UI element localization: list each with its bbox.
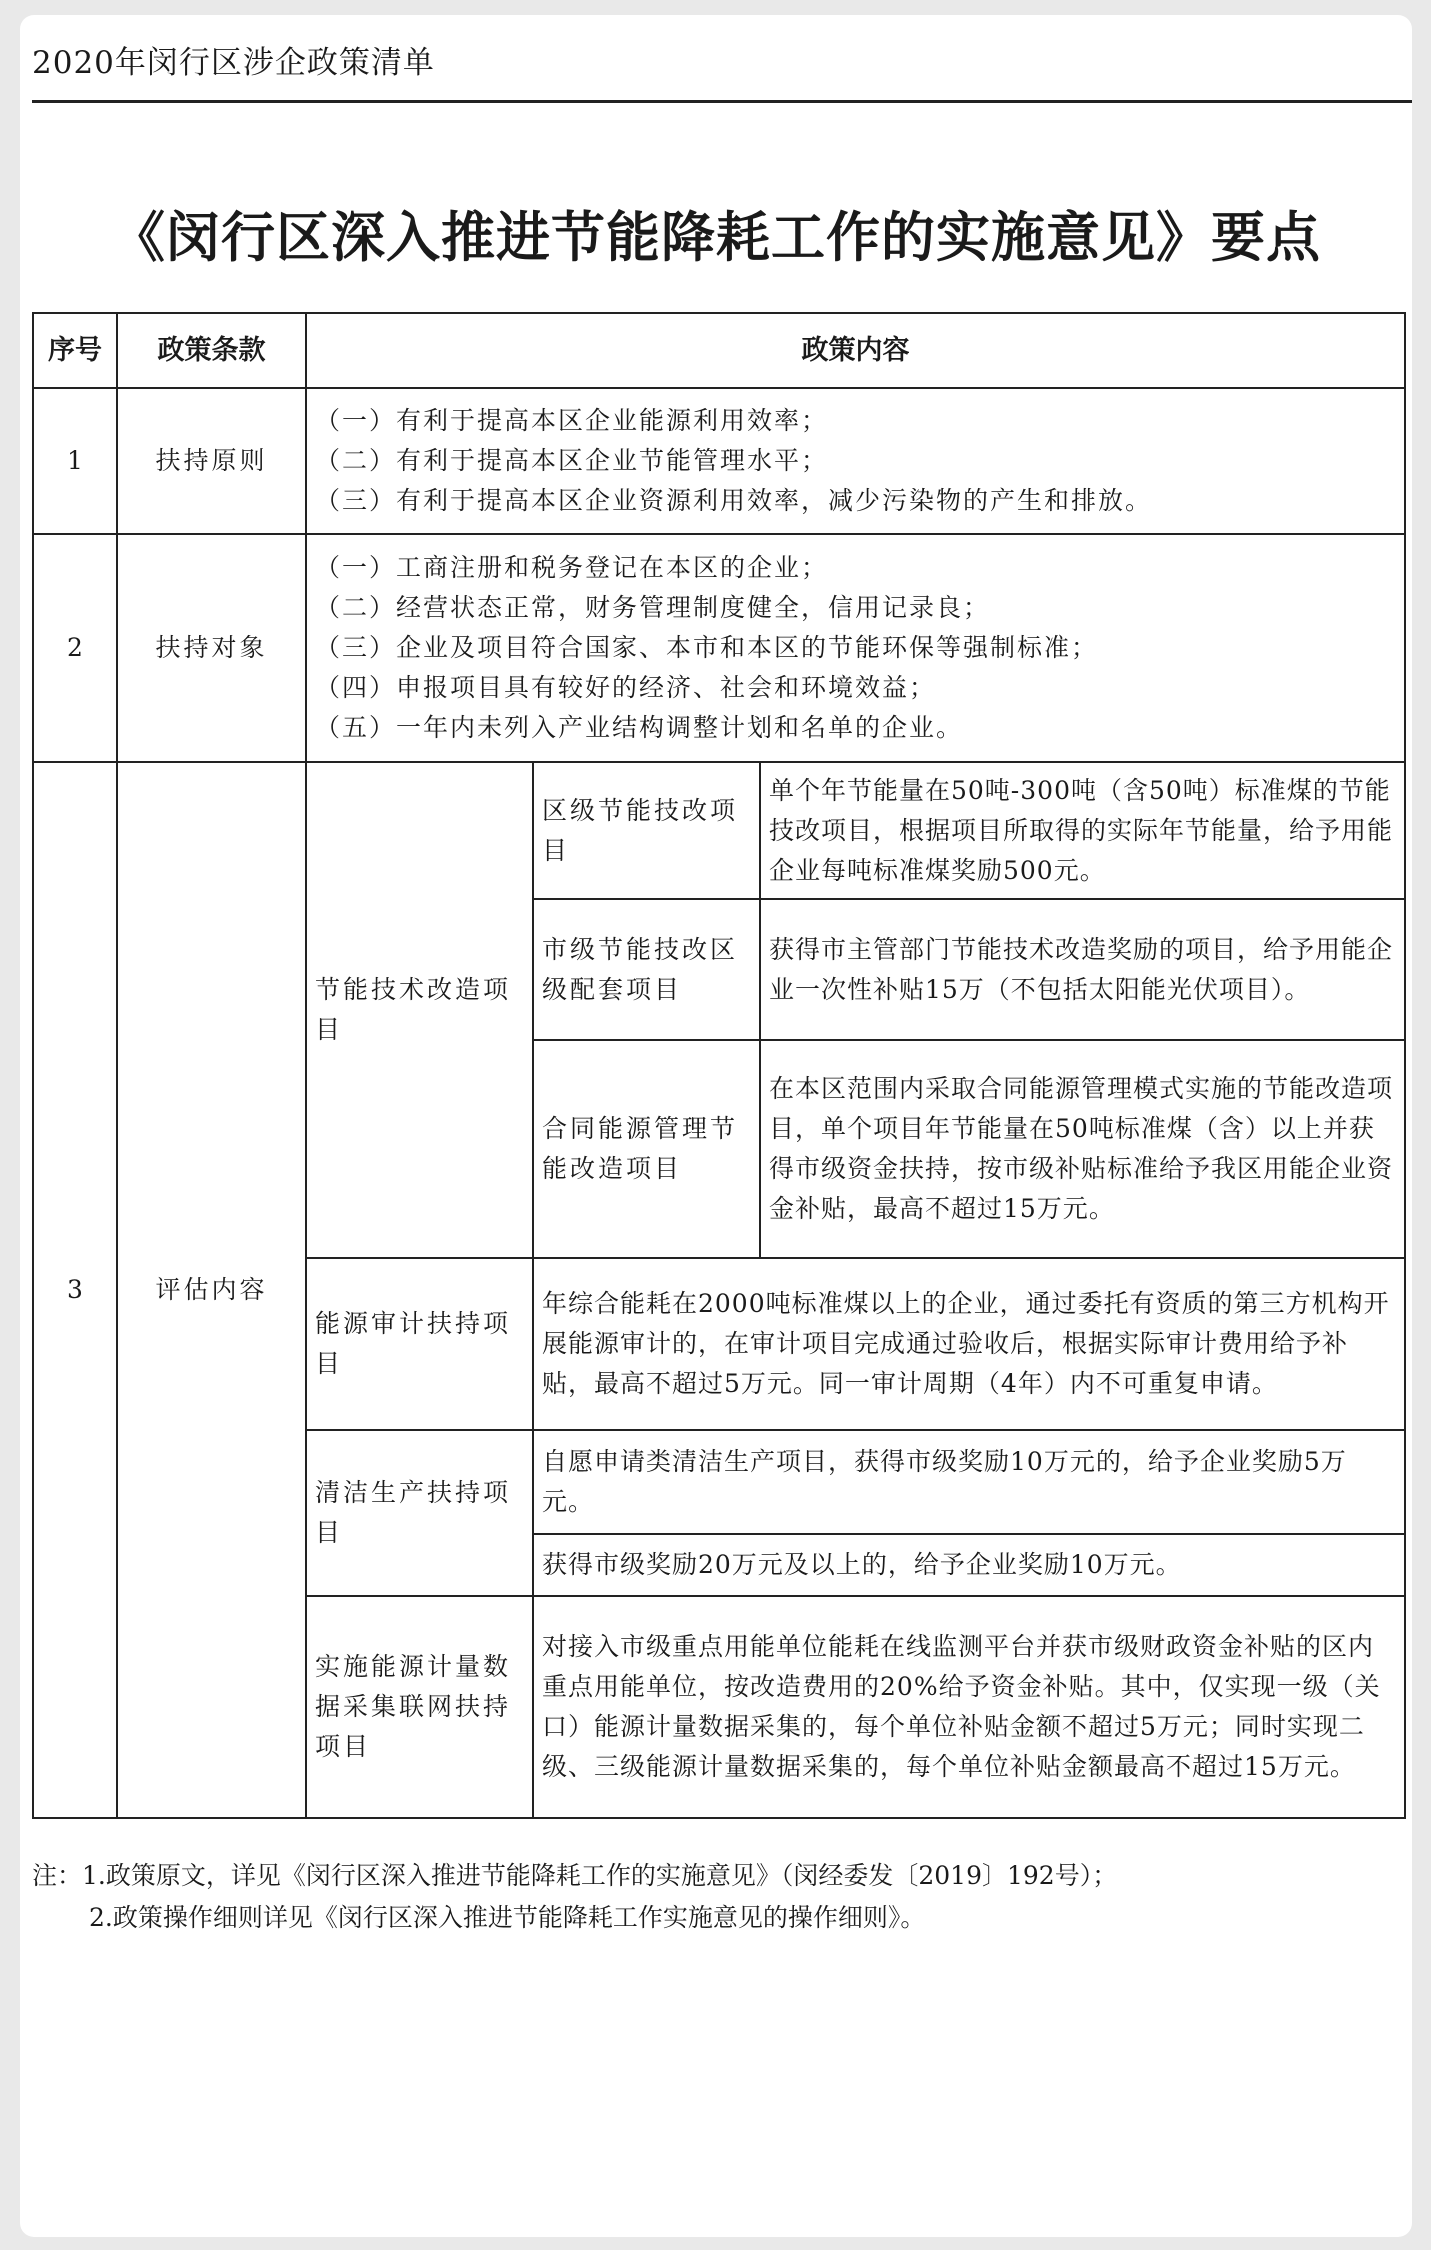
sub-contract-energy: 合同能源管理节能改造项目	[533, 1040, 760, 1258]
header-term: 政策条款	[117, 313, 306, 388]
page-title: 《闵行区深入推进节能降耗工作的实施意见》要点	[111, 206, 1321, 269]
metering-text: 对接入市级重点用能单位能耗在线监测平台并获市级财政资金补贴的区内重点用能单位，按改造费用的20%给予资金补贴。其中，仅实现一级（关口）能源计量数据采集的，每个单位补贴金额不超过5万元；同时实现二级、三级能源计量数据采集的，每个单位补贴金额最高不超过15万元。	[533, 1596, 1405, 1818]
table-row	[33, 388, 1405, 534]
header-num: 序号	[33, 313, 117, 388]
document-page	[20, 15, 1412, 2237]
sub-district-retrofit: 区级节能技改项目	[533, 762, 760, 899]
list-item: （五）一年内未列入产业结构调整计划和名单的企业。	[315, 713, 964, 742]
list-item: （四）申报项目具有较好的经济、社会和环境效益；	[315, 673, 937, 702]
sub-district-retrofit-text: 单个年节能量在50吨-300吨（含50吨）标准煤的节能技改项目，根据项目所取得的实际年节能量，给予用能企业每吨标准煤奖励500元。	[760, 762, 1405, 899]
category-clean-production: 清洁生产扶持项目	[306, 1430, 533, 1596]
table-header-row	[33, 313, 1405, 388]
policy-table	[32, 312, 1406, 1819]
sub-city-retrofit: 市级节能技改区级配套项目	[533, 899, 760, 1040]
policy-term: 扶持原则	[117, 388, 306, 534]
note-line-1: 注：1.政策原文，详见《闵行区深入推进节能降耗工作的实施意见》（闵经委发〔2019〕192号）；	[32, 1861, 1118, 1890]
policy-content	[306, 388, 1405, 534]
sub-contract-energy-text: 在本区范围内采取合同能源管理模式实施的节能改造项目，单个项目年节能量在50吨标准煤（含）以上并获得市级资金扶持，按市级补贴标准给予我区用能企业资金补贴，最高不超过15万元。	[760, 1040, 1405, 1258]
document-header	[32, 25, 1412, 103]
list-item: （三）有利于提高本区企业资源利用效率，减少污染物的产生和排放。	[315, 486, 1153, 515]
notes	[32, 1855, 1404, 1939]
sub-city-retrofit-text: 获得市主管部门节能技术改造奖励的项目，给予用能企业一次性补贴15万（不包括太阳能光伏项目）。	[760, 899, 1405, 1040]
energy-audit-text: 年综合能耗在2000吨标准煤以上的企业，通过委托有资质的第三方机构开展能源审计的，在审计项目完成通过验收后，根据实际审计费用给予补贴，最高不超过5万元。同一审计周期（4年）内不可重复申请。	[533, 1258, 1405, 1430]
category-energy-audit: 能源审计扶持项目	[306, 1258, 533, 1430]
list-item: （二）经营状态正常，财务管理制度健全，信用记录良；	[315, 593, 991, 622]
row-number: 2	[33, 534, 117, 762]
policy-term: 评估内容	[117, 762, 306, 1818]
list-item: （一）工商注册和税务登记在本区的企业；	[315, 553, 829, 582]
row-number: 3	[33, 762, 117, 1818]
list-item: （三）企业及项目符合国家、本市和本区的节能环保等强制标准；	[315, 633, 1099, 662]
table-row	[33, 534, 1405, 762]
header-content: 政策内容	[306, 313, 1405, 388]
clean-production-text-2: 获得市级奖励20万元及以上的，给予企业奖励10万元。	[533, 1534, 1405, 1596]
policy-term: 扶持对象	[117, 534, 306, 762]
category-energy-retrofit: 节能技术改造项目	[306, 762, 533, 1258]
policy-content	[306, 534, 1405, 762]
header-title: 2020年闵行区涉企政策清单	[32, 45, 435, 81]
table-row	[33, 762, 1405, 899]
row-number: 1	[33, 388, 117, 534]
list-item: （二）有利于提高本区企业节能管理水平；	[315, 446, 829, 475]
category-metering: 实施能源计量数据采集联网扶持项目	[306, 1596, 533, 1818]
note-line-2: 2.政策操作细则详见《闵行区深入推进节能降耗工作实施意见的操作细则》。	[89, 1903, 926, 1932]
clean-production-text-1: 自愿申请类清洁生产项目，获得市级奖励10万元的，给予企业奖励5万元。	[533, 1430, 1405, 1534]
list-item: （一）有利于提高本区企业能源利用效率；	[315, 406, 829, 435]
